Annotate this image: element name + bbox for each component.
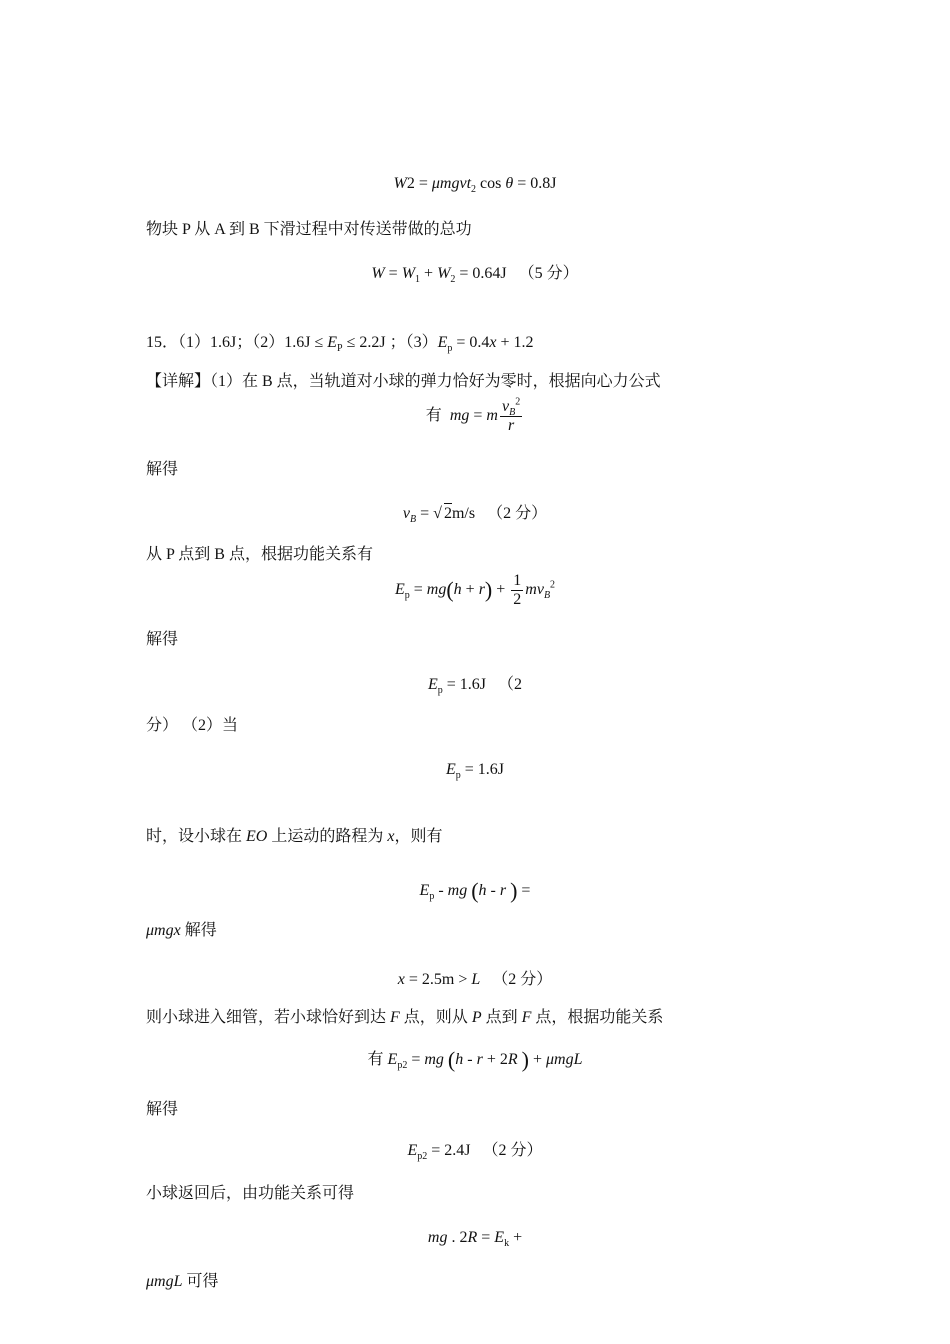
equation-ep-value: $E_p = 1.6J$ （2 bbox=[427, 676, 523, 697]
jiede-1: 解得 bbox=[146, 461, 179, 478]
jiede-3: 解得 bbox=[146, 1101, 179, 1118]
equation-centripetal: 有 mg = m $\frac{v_B^2}{r}$ bbox=[425, 396, 521, 434]
detail-intro: 【详解】（1）在 B 点，当轨道对小球的弹力恰好为零时，根据向心力公式 bbox=[146, 373, 661, 390]
equation-ep-energy: $E_p = mg(h + r)$ + $\frac{1}{2}$ $mv_B^2$ bbox=[394, 571, 556, 608]
jiede-2: 解得 bbox=[146, 631, 179, 648]
paragraph-total-work: 物块 P 从 A 到 B 下滑过程中对传送带做的总功 bbox=[146, 221, 472, 238]
paragraph-eo: 时，设小球在 EO 上运动的路程为 x，则有 bbox=[146, 828, 443, 845]
paragraph-p-to-b: 从 P 点到 B 点，根据功能关系有 bbox=[146, 546, 373, 563]
paragraph-tube: 则小球进入细管，若小球恰好到达 F 点，则从 P 点到 F 点，根据功能关系 bbox=[146, 1009, 664, 1026]
equation-x: x = 2.5m > L （2 分） bbox=[397, 971, 553, 988]
equation-friction-b: μmgx 解得 bbox=[146, 922, 217, 939]
equation-ep2-value: $E_{p2} = 2.4J$ （2 分） bbox=[407, 1142, 543, 1163]
paragraph-kede: μmgL 可得 bbox=[146, 1273, 219, 1290]
score-ep-a: （2 bbox=[498, 676, 523, 693]
equation-w-total: $W = W_1 + W_2 = 0.64J$ （5 分） bbox=[371, 265, 579, 286]
score-x: （2 分） bbox=[492, 971, 553, 988]
equation-vb: $v_B$ = √ 2m/s （2 分） bbox=[402, 505, 548, 526]
question-15-answer: 15．（1）1.6J；$(2)1.6J \le E_P \le 2.2J$ ；$(3)E_p = 0.4x + 1.2$ bbox=[146, 334, 534, 355]
paragraph-return: 小球返回后，由功能关系可得 bbox=[146, 1185, 355, 1202]
score-ep2: （2 分） bbox=[482, 1142, 543, 1159]
score-w-total: （5 分） bbox=[518, 265, 579, 282]
score-ep-b: 分） （2）当 bbox=[146, 717, 239, 734]
score-vb: （2 分） bbox=[487, 505, 548, 522]
equation-mg2r: mg . $2R = E_k$ + bbox=[427, 1229, 523, 1250]
equation-ep2-energy: 有 $E_{p2}$ = mg (h - r + 2R ) + μmgL bbox=[367, 1047, 583, 1072]
equation-ep-when: $E_p = 1.6J$ bbox=[445, 761, 505, 782]
equation-friction-a: $E_p$ - mg (h - r ) = bbox=[419, 878, 531, 903]
equation-w2: W2 = μmgvt$_2$ cos θ = 0.8J bbox=[393, 175, 557, 196]
